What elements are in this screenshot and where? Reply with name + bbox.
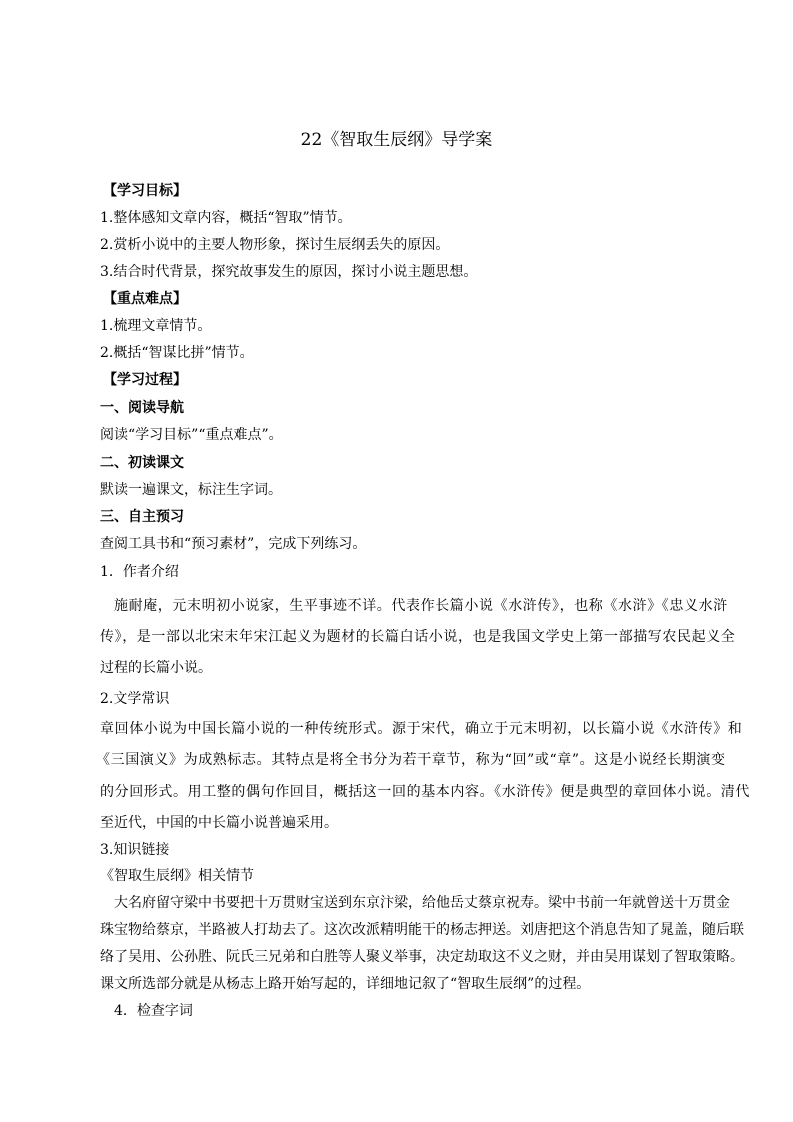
author-line-3: 过程的长篇小说。 (100, 660, 212, 676)
literature-line-3: 的分回形式。用工整的偶句作回目，概括这一回的基本内容。《水浒传》便是典型的章回体小说。清代 (100, 784, 750, 800)
literature-line-1: 章回体小说为中国长篇小说的一种传统形式。源于宋代，确立于元末明初，以长篇小说《水浒传》和 (100, 721, 743, 737)
section-1-text: 阅读“学习目标”“重点难点”。 (100, 427, 283, 443)
section-3-heading: 三、自主预习 (100, 509, 184, 525)
literature-line-4: 至近代，中国的中长篇小说普遍采用。 (100, 815, 338, 831)
goal-item-1: 1.整体感知文章内容，概括“智取”情节。 (100, 210, 352, 226)
author-line-2: 传》，是一部以北宋末年宋江起义为题材的长篇白话小说，也是我国文学史上第一部描写农民起义全 (100, 629, 736, 645)
goal-item-2: 2.赏析小说中的主要人物形象，探讨生辰纲丢失的原因。 (100, 237, 450, 253)
key-point-item-1: 1.梳理文章情节。 (100, 318, 212, 334)
link-line-3: 络了吴用、公孙胜、阮氏三兄弟和白胜等人聚义举事，决定劫取这不义之财，并由吴用谋划了智取策略。 (100, 949, 744, 965)
literature-label: 2.文学常识 (100, 691, 170, 707)
process-heading: 【学习过程】 (103, 372, 187, 388)
document-title: 22《智取生辰纲》导学案 (300, 130, 493, 150)
section-2-heading: 二、初读课文 (100, 455, 184, 471)
section-2-text: 默读一遍课文，标注生字词。 (100, 482, 282, 498)
author-line-1: 施耐庵，元末明初小说家，生平事迹不详。代表作长篇小说《水浒传》，也称《水浒》《忠义水浒 (114, 598, 728, 614)
link-line-4: 课文所选部分就是从杨志上路开始写起的，详细地记叙了“智取生辰纲”的过程。 (100, 976, 591, 992)
goals-heading: 【学习目标】 (103, 183, 187, 199)
author-label: 1．作者介绍 (100, 564, 179, 580)
goal-item-3: 3.结合时代背景，探究故事发生的原因，探讨小说主题思想。 (100, 264, 478, 280)
check-words-label: 4．检查字词 (114, 1003, 193, 1019)
section-1-heading: 一、阅读导航 (100, 400, 184, 416)
key-point-item-2: 2.概括“智谋比拼”情节。 (100, 345, 254, 361)
key-points-heading: 【重点难点】 (103, 291, 187, 307)
link-subtitle: 《智取生辰纲》相关情节 (100, 868, 254, 884)
link-label: 3.知识链接 (100, 842, 170, 858)
section-3-text: 查阅工具书和“预习素材”，完成下列练习。 (100, 536, 367, 552)
literature-line-2: 《三国演义》为成熟标志。其特点是将全书分为若干章节，称为“回”或“章”。这是小说经长期演变 (96, 752, 726, 768)
link-line-2: 珠宝物给蔡京，半路被人打劫去了。这次改派精明能干的杨志押送。刘唐把这个消息告知了晁盖，随后联 (100, 922, 744, 938)
link-line-1: 大名府留守梁中书要把十万贯财宝送到东京汴梁，给他岳丈蔡京祝寿。梁中书前一年就曾送十万贯金 (114, 895, 730, 911)
